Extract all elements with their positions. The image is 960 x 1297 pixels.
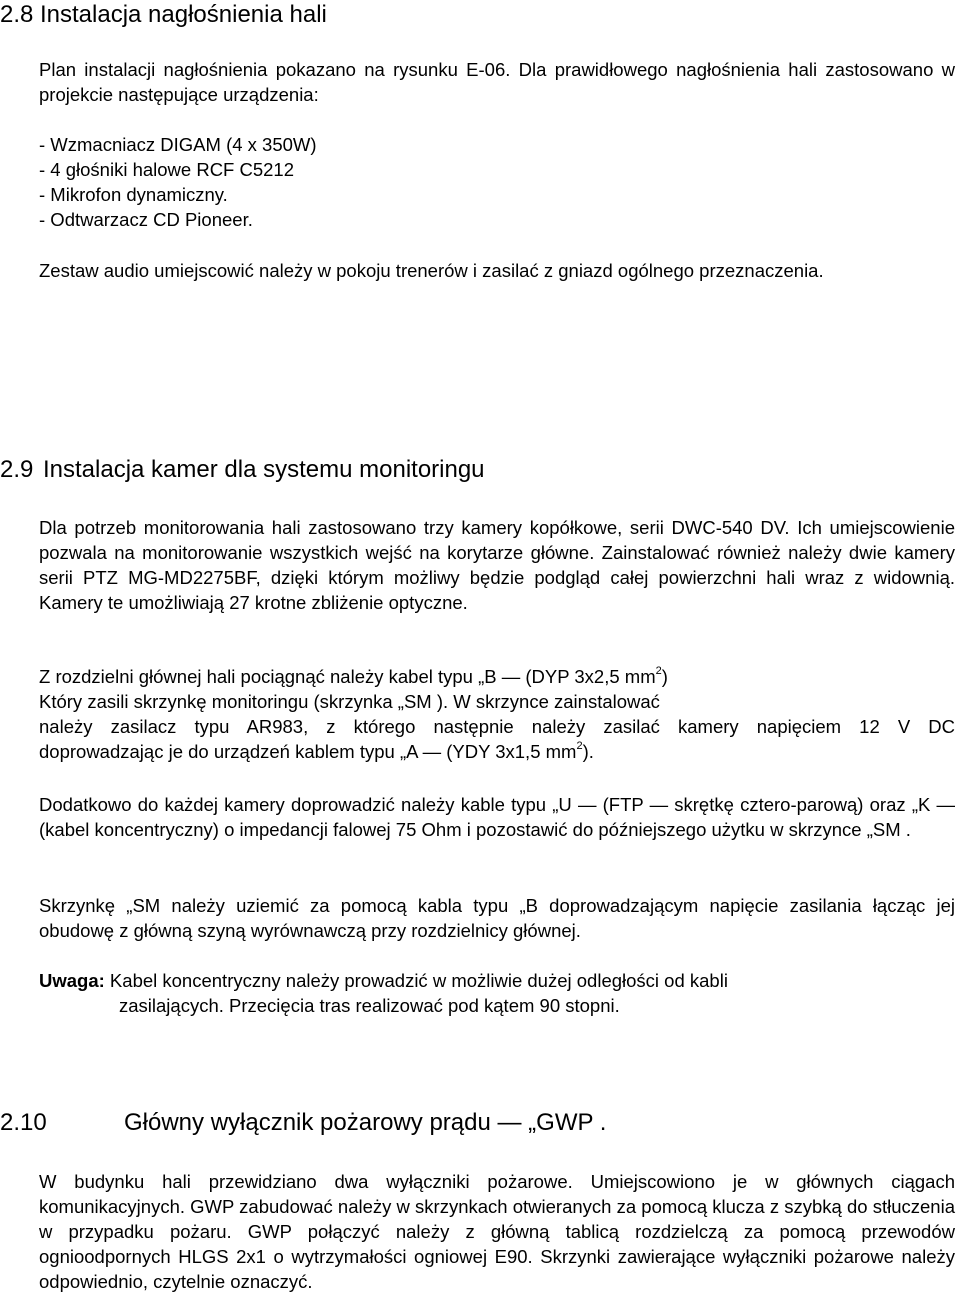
list-item: - Mikrofon dynamiczny. [39, 184, 228, 205]
fire-switch-paragraph: W budynku hali przewidziano dwa wyłączniki pożarowe. Umiejscowiono je w głównych ciągach komunikacyjnych. GWP zabudować należy w skrzynkach otwieranych za pomocą klucza z szybką do stłuczenia w przypadku pożaru. GWP połączyć należy z główną tablicą rozdzielczą za pomocą przewodów ognioodpornych HLGS 2x1 o wytrzymałości ogniowej E90. Skrzynki zawierające wyłączniki pożarowe należy odpowiednio, czytelnie oznaczyć. [39, 1171, 955, 1292]
cabling-line [39, 664, 955, 689]
section-heading-2-10 [0, 1109, 606, 1137]
grounding-paragraph: Skrzynkę „SM należy uziemić za pomocą kabla typu „B doprowadzającym napięcie zasilania łącząc jej obudowę z główną szyną wyrównawczą przy rozdzielnicy głównej. [39, 895, 955, 941]
section-title: Główny wyłącznik pożarowy prądu — „GWP . [124, 1109, 607, 1136]
warning-note [39, 968, 955, 1018]
cameras-paragraph: Dla potrzeb monitorowania hali zastosowano trzy kamery kopółkowe, serii DWC-540 DV. Ich umiejscowienie pozwala na monitorowanie wszystkich wejść na korytarze główne. Zainstalować również należy dwie kamery serii PTZ MG-MD2275BF, dzięki którym możliwy będzie podgląd całej powierzchni hali wraz z widownią. Kamery te umożliwiają 27 krotne zbliżenie optyczne. [39, 517, 955, 613]
cabling-line: Który zasili skrzynkę monitoringu (skrzynka „SM ). W skrzynce zainstalować [39, 691, 660, 712]
list-item: - 4 głośniki halowe RCF C5212 [39, 159, 295, 180]
intro-paragraph: Plan instalacji nagłośnienia pokazano na rysunku E-06. Dla prawidłowego nagłośnienia hali zastosowano w projekcie następujące urządzenia: [39, 59, 955, 105]
cabling-paragraph [39, 664, 955, 764]
cabling-text: ) [661, 666, 668, 687]
section-number: 2.8 [0, 1, 34, 28]
warning-line: zasilających. Przecięcia tras realizować pod kątem 90 stopni. [119, 995, 620, 1016]
audio-note-paragraph: Zestaw audio umiejscowić należy w pokoju trenerów i zasilać z gniazd ogólnego przeznaczenia. [39, 260, 824, 281]
cabling-text: Z rozdzielni głównej hali pociągnąć należy kabel typu „B — (DYP 3x2,5 mm [39, 666, 656, 687]
warning-line [39, 968, 955, 993]
superscript: 2 [655, 665, 662, 677]
section-title: Instalacja nagłośnienia hali [40, 1, 327, 28]
cabling-line [39, 739, 955, 764]
warning-text: Kabel koncentryczny należy prowadzić w możliwie dużej odległości od kabli [104, 970, 728, 991]
section-number: 2.9 [0, 456, 34, 483]
cabling-line: należy zasilacz typu AR983, z którego następnie należy zasilać kamery napięciem 12 V DC [39, 716, 955, 737]
extra-cables-paragraph: Dodatkowo do każdej kamery doprowadzić należy kable typu „U — (FTP — skrętkę cztero-parową) oraz „K — (kabel koncentryczny) o impedancji falowej 75 Ohm i pozostawić do późniejszego użytku w skrzynce „SM . [39, 794, 955, 840]
warning-label: Uwaga: [39, 970, 105, 991]
section-heading-2-8 [0, 1, 327, 29]
section-heading-2-9 [0, 456, 485, 484]
section-number: 2.10 [0, 1109, 47, 1136]
superscript: 2 [576, 740, 583, 752]
list-item: - Odtwarzacz CD Pioneer. [39, 209, 253, 230]
cabling-text: doprowadzając je do urządzeń kablem typu „A — (YDY 3x1,5 mm [39, 741, 577, 762]
cabling-text: ). [582, 741, 594, 762]
list-item: - Wzmacniacz DIGAM (4 x 350W) [39, 134, 317, 155]
equipment-list [39, 132, 955, 232]
section-title: Instalacja kamer dla systemu monitoringu [43, 456, 485, 483]
